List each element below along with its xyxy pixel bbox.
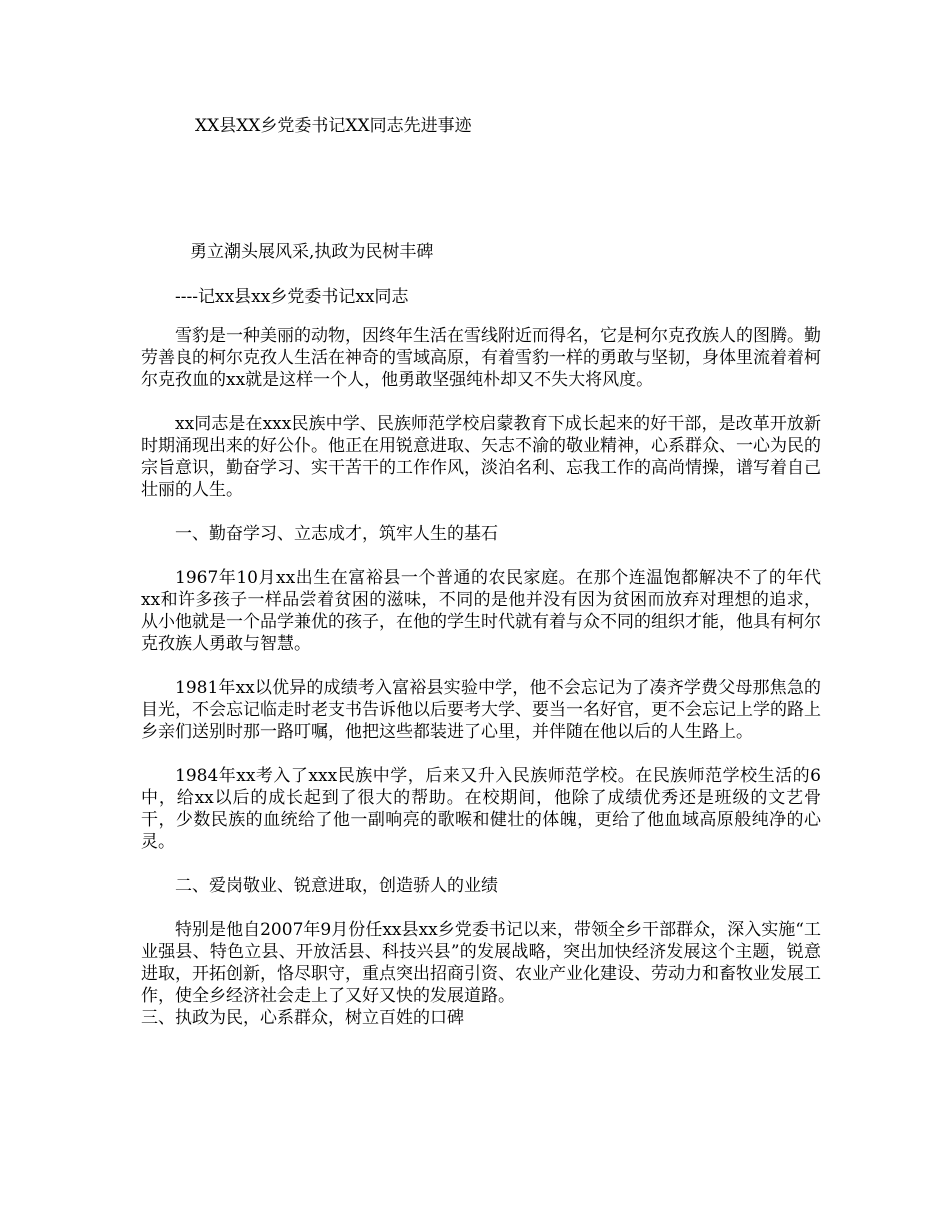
document-title: XX县XX乡党委书记XX同志先进事迹 bbox=[195, 116, 472, 136]
paragraph-section1-1: 1967年10月xx出生在富裕县一个普通的农民家庭。在那个连温饱都解决不了的年代xx和许多孩子一样品尝着贫困的滋味，不同的是他并没有因为贫困而放弃对理想的追求，从小他就是一个品学兼优的孩子，在他的学生时代就有着与众不同的组织才能，他具有柯尔克孜族人勇敢与智慧。 bbox=[141, 568, 821, 654]
paragraph-section1-3: 1984年xx考入了xxx民族中学，后来又升入民族师范学校。在民族师范学校生活的6中，给xx以后的成长起到了很大的帮助。在校期间，他除了成绩优秀还是班级的文艺骨干，少数民族的血统给了他一副响亮的歌喉和健壮的体魄，更给了他血域高原般纯净的心灵。 bbox=[141, 766, 821, 852]
document-byline: ----记xx县xx乡党委书记xx同志 bbox=[175, 287, 409, 307]
section-heading-2: 二、爱岗敬业、锐意进取，创造骄人的业绩 bbox=[175, 876, 498, 896]
section-heading-3: 三、执政为民，心系群众，树立百姓的口碑 bbox=[141, 1008, 464, 1028]
paragraph-section2-1: 特别是他自2007年9月份任xx县xx乡党委书记以来，带领全乡干部群众，深入实施“工业强县、特色立县、开放活县、科技兴县”的发展战略，突出加快经济发展这个主题，锐意进取，开拓创新，恪尽职守，重点突出招商引资、农业产业化建设、劳动力和畜牧业发展工作，使全乡经济社会走上了又好又快的发展道路。 bbox=[141, 920, 821, 1006]
paragraph-section1-2: 1981年xx以优异的成绩考入富裕县实验中学，他不会忘记为了凑齐学费父母那焦急的目光，不会忘记临走时老支书告诉他以后要考大学、要当一名好官，更不会忘记上学的路上乡亲们送别时那一路叮嘱，他把这些都装进了心里，并伴随在他以后的人生路上。 bbox=[141, 678, 821, 742]
document-subtitle: 勇立潮头展风采,执政为民树丰碑 bbox=[190, 242, 434, 262]
document-body bbox=[141, 325, 821, 1051]
section-heading-1: 一、勤奋学习、立志成才，筑牢人生的基石 bbox=[175, 524, 498, 544]
paragraph-intro-1: 雪豹是一种美丽的动物，因终年生活在雪线附近而得名，它是柯尔克孜族人的图腾。勤劳善良的柯尔克孜人生活在神奇的雪域高原，有着雪豹一样的勇敢与坚韧，身体里流着着柯尔克孜血的xx就是这样一个人，他勇敢坚强纯朴却又不失大将风度。 bbox=[141, 326, 821, 390]
paragraph-intro-2: xx同志是在xxx民族中学、民族师范学校启蒙教育下成长起来的好干部，是改革开放新时期涌现出来的好公仆。他正在用锐意进取、矢志不渝的敬业精神，心系群众、一心为民的宗旨意识，勤奋学习、实干苦干的工作作风，淡泊名利、忘我工作的高尚情操，谱写着自己壮丽的人生。 bbox=[141, 414, 821, 500]
